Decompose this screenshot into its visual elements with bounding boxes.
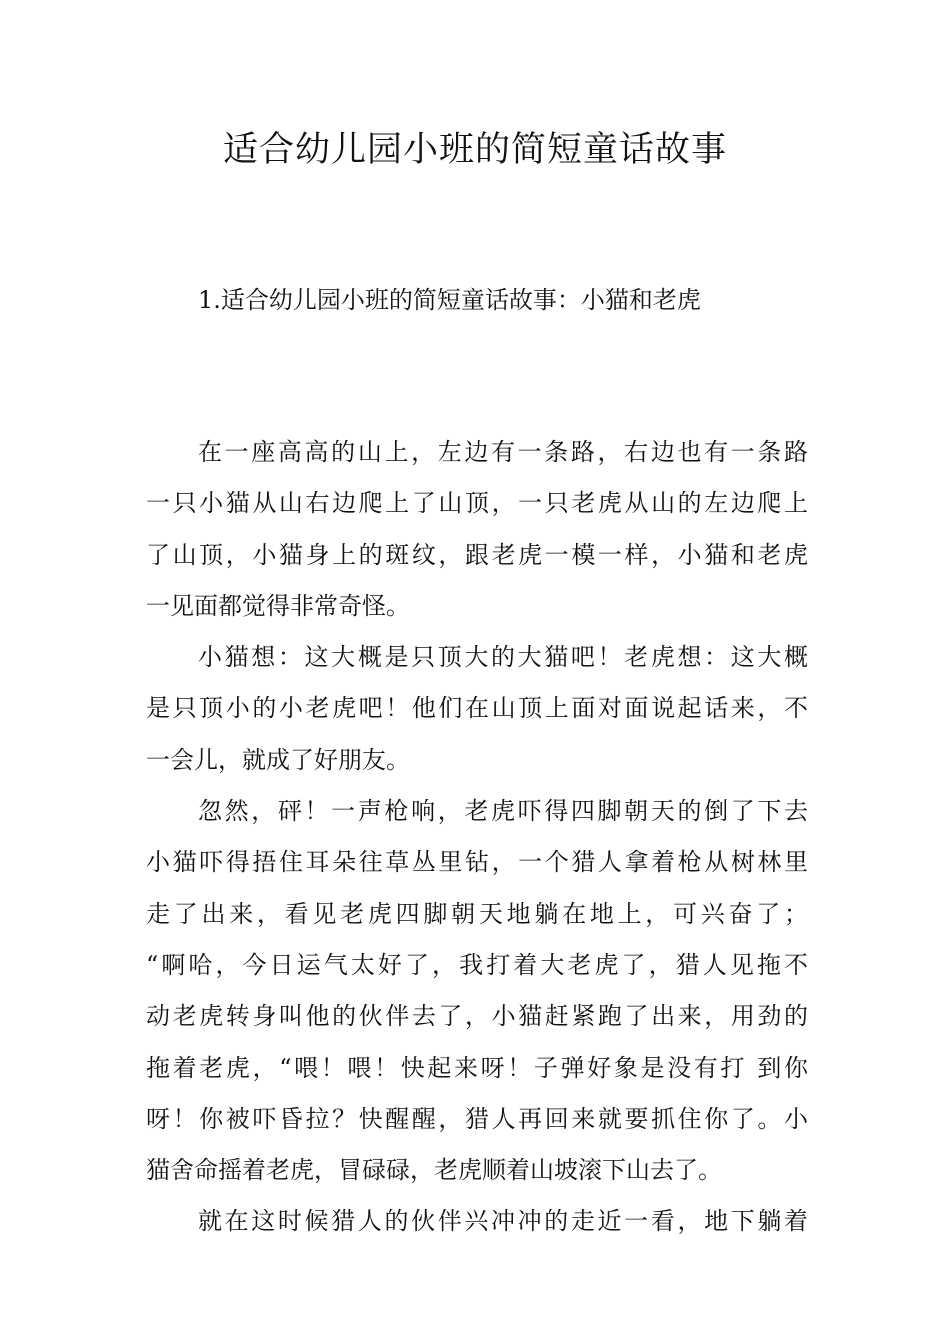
text-line: 一只小猫从山右边爬上了山顶，一只老虎从山的左边爬上 [146, 489, 808, 518]
section-heading: 1.适合幼儿园小班的简短童话故事：小猫和老虎 [198, 286, 701, 314]
text-line: 走了出来，看见老虎四脚朝天地躺在地上，可兴奋了； [146, 899, 808, 928]
text-line: 猫舍命摇着老虎，冒碌碌，老虎顺着山坡滚下山去了。 [146, 1156, 722, 1185]
paragraph-2 [146, 632, 808, 786]
text-line: 动老虎转身叫他的伙伴去了，小猫赶紧跑了出来，用劲的 [146, 1002, 808, 1031]
paragraph-3 [146, 786, 808, 1196]
text-line: 了山顶，小猫身上的斑纹，跟老虎一模一样，小猫和老虎 [146, 540, 808, 569]
text-line: 呀！你被吓昏拉？快醒醒，猎人再回来就要抓住你了。小 [146, 1104, 808, 1133]
text-line: 拖着老虎，“喂！喂！快起来呀！子弹好象是没有打 到你 [146, 1053, 808, 1082]
document-title: 适合幼儿园小班的简短童话故事 [222, 130, 727, 170]
text-line: 小猫吓得捂住耳朵往草丛里钻，一个猎人拿着枪从树林里 [146, 848, 808, 877]
story-body [146, 427, 808, 1248]
text-line: 在一座高高的山上，左边有一条路，右边也有一条路 [198, 438, 808, 466]
text-line: 是只顶小的小老虎吧！他们在山顶上面对面说起话来，不 [146, 694, 808, 723]
text-line: “啊哈，今日运气太好了，我打着大老虎了，猎人见拖不 [146, 950, 808, 979]
text-line: 就在这时候猎人的伙伴兴冲冲的走近一看，地下躺着 [198, 1207, 808, 1236]
text-line: 一见面都觉得非常奇怪。 [146, 591, 410, 620]
text-line: 一会儿，就成了好朋友。 [146, 745, 410, 774]
text-line: 小猫想：这大概是只顶大的大猫吧！老虎想：这大概 [198, 643, 808, 672]
text-line: 忽然，砰！一声枪响，老虎吓得四脚朝天的倒了下去 [198, 797, 808, 826]
paragraph-4 [146, 1196, 808, 1247]
paragraph-1 [146, 427, 808, 632]
